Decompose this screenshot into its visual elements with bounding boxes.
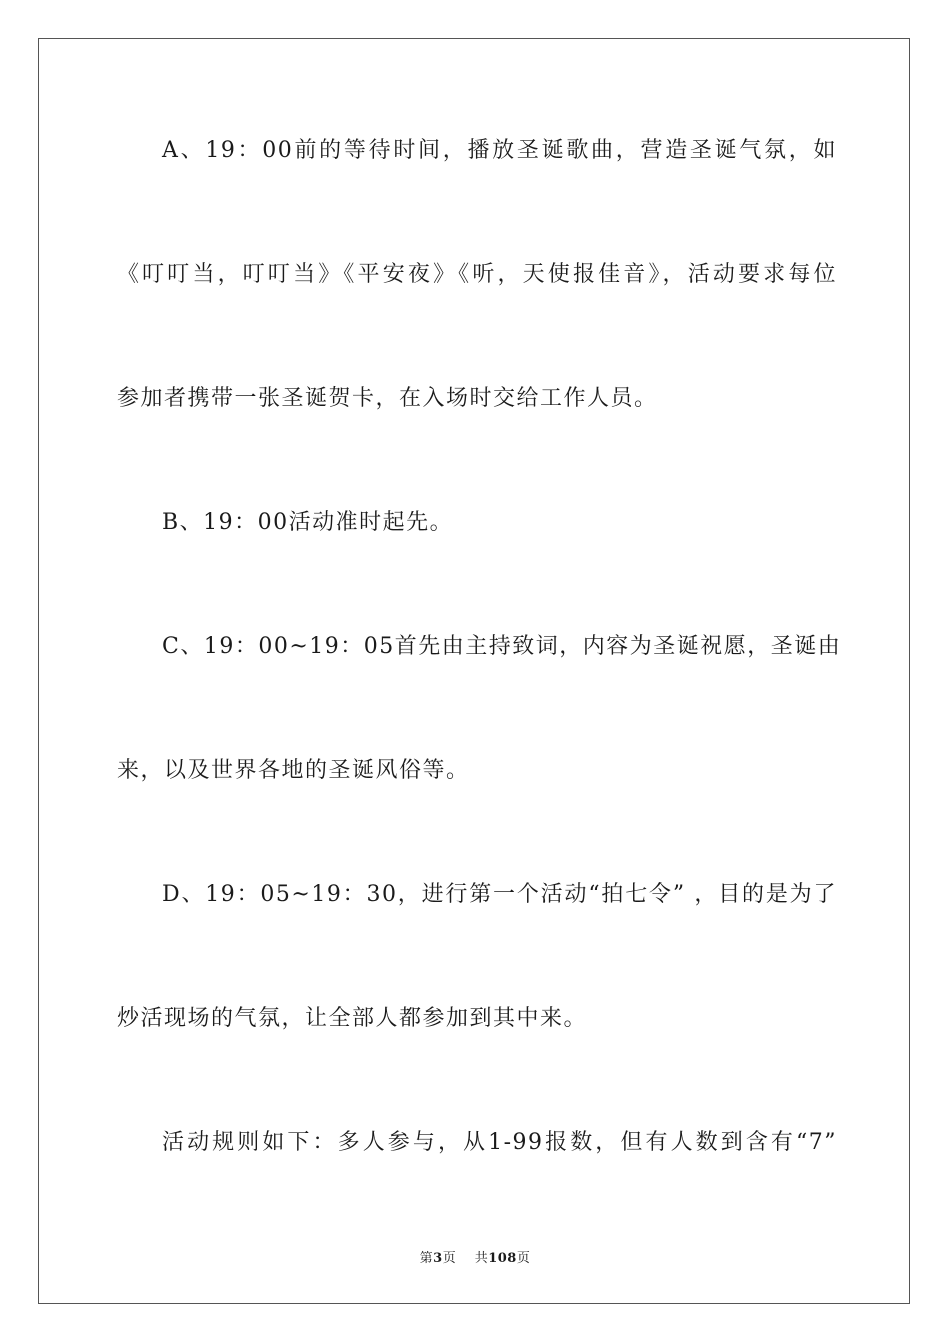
paragraph-b: B、19：00活动准时起先。: [162, 510, 454, 535]
footer-total-pages: 108: [488, 1251, 517, 1266]
paragraph-a-line-2: 《叮叮当，叮叮当》《平安夜》《听，天使报佳音》，活动要求每位: [117, 262, 837, 287]
page-footer: [0, 1247, 950, 1266]
footer-prefix: 第: [419, 1251, 434, 1266]
footer-page-number: 3: [433, 1251, 443, 1266]
paragraph-rules-line-1: 活动规则如下：多人参与，从1-99报数，但有人数到含有“7”: [162, 1130, 837, 1155]
paragraph-a-line-1: A、19：00前的等待时间，播放圣诞歌曲，营造圣诞气氛，如: [162, 138, 837, 163]
paragraph-d-line-1: D、19：05~19：30，进行第一个活动“拍七令” ，目的是为了: [162, 882, 837, 907]
paragraph-c-line-2: 来，以及世界各地的圣诞风俗等。: [117, 758, 470, 783]
footer-middle: 页 共: [442, 1251, 489, 1266]
paragraph-d-line-2: 炒活现场的气氛，让全部人都参加到其中来。: [117, 1006, 588, 1031]
paragraph-a-line-3: 参加者携带一张圣诞贺卡，在入场时交给工作人员。: [117, 386, 658, 411]
paragraph-c-line-1: C、19：00~19：05首先由主持致词，内容为圣诞祝愿，圣诞由: [162, 634, 842, 659]
footer-suffix: 页: [516, 1251, 531, 1266]
page-border: [38, 38, 910, 1304]
